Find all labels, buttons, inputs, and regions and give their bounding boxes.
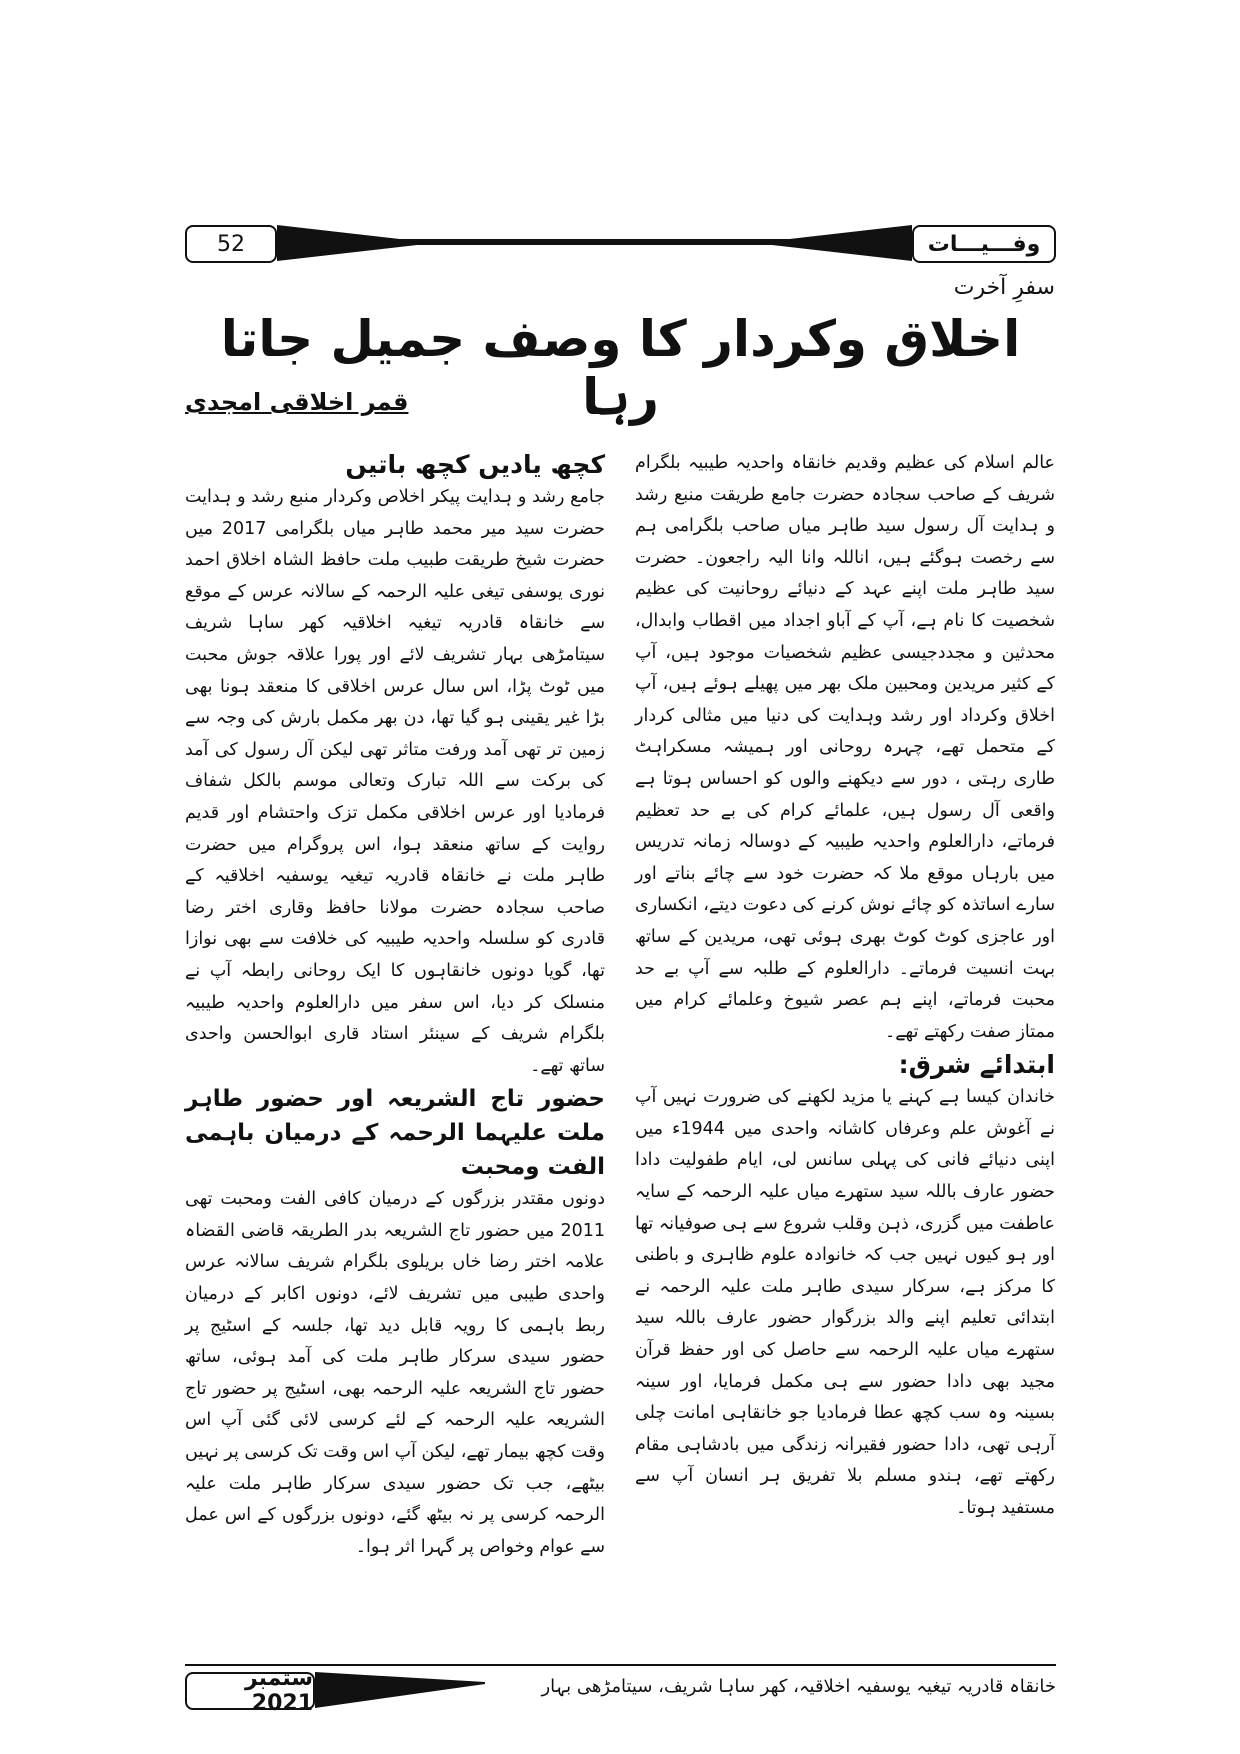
right-paragraph-1: عالم اسلام کی عظیم وقدیم خانقاہ واحدیہ طیبیہ بلگرام شریف کے صاحب سجادہ حضرت جامع طریقت منبع رشد و ہدایت آل رسول سید طاہر میاں صاحب بلگرامی ہم سے رخصت ہوگئے ہیں، اناللہ وانا الیہ راجعون۔ حضرت سید طاہر ملت اپنے عہد کے دنیائے روحانیت کی عظیم شخصیت کا نام ہے، آپ کے آباو اجداد میں اقطاب وابدال، محدثین و مجددجیسی عظیم شخصیات موجود ہیں، آپ کے کثیر مریدین ومحبین ملک بھر میں پھیلے ہوئے ہیں، آپ اخلاق وکرداد اور رشد وہدایت کی دنیا میں مثالی کردار کے متحمل تھے، چہرہ روحانی اور ہمیشہ مسکراہٹ طاری رہتی ، دور سے دیکھنے والوں کو احساس ہوتا ہے واقعی آل رسول ہیں، علمائے کرام کی بے حد تعظیم فرماتے، دارالعلوم واحدیہ طیبیہ کے دوسالہ زمانہ تدریس میں بارہاں موقع ملا کہ حضرت خود سے چائے بناتے اور سارے اساتذہ کو چائے نوش کرنے کی دعوت دیتے، انکساری اور عاجزی کوٹ کوٹ بھری ہوئی تھی، مریدین کے ساتھ بہت انسیت فرماتے۔ دارالعلوم کے طلبہ سے آپ بے حد محبت فرماتے، اپنے ہم عصر شیوخ وعلمائے کرام میں ممتاز صفت رکھتے تھے۔ (635, 453, 1055, 1042)
left-paragraph-2: دونوں مقتدر بزرگوں کے درمیان کافی الفت ومحبت تھی 2011 میں حضور تاج الشریعہ بدر الطریقہ قاضی القضاہ علامہ اختر رضا خاں بریلوی بلگرام شریف سالانہ عرس واحدی طیبی میں تشریف لائے، دونوں اکابر کے درمیان ربط باہمی کا رویہ قابل دید تھا، جلسہ کے اسٹیج پر حضور سیدی سرکار طاہر ملت کی آمد ہوئی، ساتھ حضور تاج الشریعہ علیہ الرحمہ بھی، اسٹیج پر حضور تاج الشریعہ علیہ الرحمہ کے لئے کرسی لائی گئی آپ اس وقت کچھ بیمار تھے، لیکن آپ اس وقت تک کرسی پر نہیں بیٹھے، جب تک حضور سیدی سرکار طاہر ملت علیہ الرحمہ کرسی پر نہ بیٹھ گئے، دونوں بزرگوں کے اس عمل سے عوام وخواص پر گہرا اثر ہوا۔ (185, 1189, 605, 1557)
page-header (185, 225, 1056, 263)
article-author: قمر اخلاقی امجدی (185, 388, 409, 416)
right-heading-1: ابتدائے شرق: (898, 1050, 1055, 1080)
left-heading-1: کچھ یادیں کچھ باتیں (345, 450, 605, 479)
left-column (185, 448, 605, 1563)
right-paragraph-2: خاندان کیسا ہے کہنے یا مزید لکھنے کی ضرورت نہیں آپ نے آغوش علم وعرفاں کاشانہ واحدی میں 1944ء میں اپنی دنیائے فانی کی پہلی سانس لی، ایام طفولیت دادا حضور عارف باللہ سید ستھرے میاں علیہ الرحمہ کے سایہ عاطفت میں گزری، ذہن وقلب شروع سے ہی صوفیانہ تھا اور ہو کیوں نہیں جب کہ خانوادہ علوم ظاہری و باطنی کا مرکز ہے، سرکار سیدی طاہر ملت علیہ الرحمہ نے ابتدائی تعلیم اپنے والد بزرگوار حضور عارف باللہ سید ستھرے میاں علیہ الرحمہ سے حاصل کی اور حفظ قرآن مجید بھی دادا حضور سے ہی مکمل فرمایا، اور سینہ بسینہ وہ سب کچھ عطا فرمادیا جو خانقاہی امانت چلی آرہی تھی، دادا حضور فقیرانہ زندگی میں بادشاہی مقام رکھتے تھے، ہندو مسلم بلا تفریق ہر انسان آپ سے مستفید ہوتا۔ (635, 1087, 1055, 1518)
left-heading-2: حضور تاج الشریعہ اور حضور طاہر ملت علیہما الرحمہ کے درمیان باہمی الفت ومحبت (185, 1086, 605, 1181)
page-footer (185, 1666, 1056, 1716)
left-paragraph-1: جامع رشد و ہدایت پیکر اخلاص وکردار منبع رشد و ہدایت حضرت سید میر محمد طاہر میاں بلگرامی 2017 میں حضرت شیخ طریقت طبیب ملت حافظ الشاہ اخلاق احمد نوری یوسفی تیغی علیہ الرحمہ کے سالانہ عرس کے موقع سے خانقاہ قادریہ تیغیہ اخلاقیہ کھر ساہا شریف سیتامڑھی بہار تشریف لائے اور پورا علاقہ جوش محبت میں ٹوٹ پڑا، اس سال عرس اخلاقی کا منعقد ہونا بھی بڑا غیر یقینی ہو گیا تھا، دن بھر مکمل بارش کی وجہ سے زمین تر تھی آمد ورفت متاثر تھی لیکن آل رسول کی آمد کی برکت سے اللہ تبارک وتعالی موسم بالکل شفاف فرمادیا اور عرس اخلاقی مکمل تزک واحتشام اور قدیم روایت کے ساتھ منعقد ہوا، اس پروگرام میں حضرت طاہر ملت نے خانقاہ قادریہ تیغیہ یوسفیہ اخلاقیہ کے صاحب سجادہ حضرت مولانا حافظ وقاری اختر رضا قادری کو سلسلہ واحدیہ طیبیہ کی خلافت سے بھی نوازا تھا، گویا دونوں خانقاہوں کا ایک روحانی رابطہ آپ نے منسلک کر دیا، اس سفر میں دارالعلوم واحدیہ طیبیہ بلگرام شریف کے سینئر استاد قاری ابوالحسن واحدی ساتھ تھے۔ (185, 487, 605, 1076)
footer-address: خانقاہ قادریہ تیغیہ یوسفیہ اخلاقیہ، کھر ساہا شریف، سیتامڑھی بہار (541, 1676, 1056, 1697)
header-wedge-right-icon (772, 225, 912, 261)
right-column (635, 448, 1055, 1525)
section-label: وفـــیـــات (912, 225, 1056, 263)
page-number: 52 (185, 225, 277, 263)
section-tag: سفرِ آخرت (953, 275, 1055, 300)
issue-date: ستمبر 2021 (185, 1672, 315, 1710)
article-title: اخلاق وکردار کا وصف جمیل جاتا رہا (220, 310, 1021, 426)
footer-wedge-icon (315, 1672, 485, 1708)
footer-rule (185, 1664, 1056, 1666)
